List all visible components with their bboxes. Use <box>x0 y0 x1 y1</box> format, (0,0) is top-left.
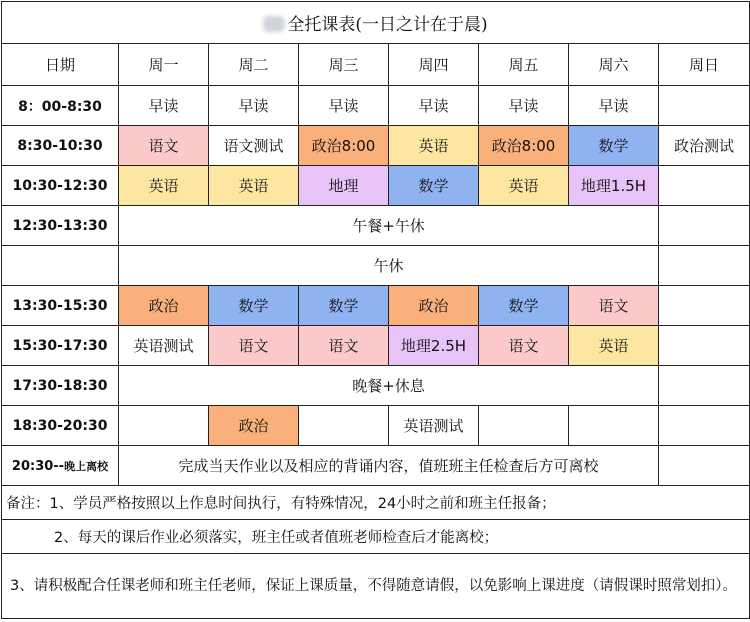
schedule-cell: 英语 <box>389 126 479 166</box>
schedule-cell <box>659 326 750 366</box>
note-1: 备注：1、学员严格按照以上作息时间执行，有特殊情况，24小时之前和班主任报备； <box>2 486 750 520</box>
table-row <box>2 406 750 446</box>
schedule-table <box>1 1 750 619</box>
table-row <box>2 126 750 166</box>
schedule-cell <box>659 206 750 246</box>
time-slot: 13:30-15:30 <box>2 286 119 326</box>
time-slot: 17:30-18:30 <box>2 366 119 406</box>
header-thu: 周四 <box>389 44 479 86</box>
schedule-cell <box>659 366 750 406</box>
evening-task-cell: 完成当天作业以及相应的背诵内容，值班班主任检查后方可离校 <box>119 446 659 486</box>
time-slot-note: 晚上离校 <box>64 459 109 473</box>
schedule-cell: 语文 <box>569 286 659 326</box>
schedule-cell: 地理1.5H <box>569 166 659 206</box>
time-slot: 10:30-12:30 <box>2 166 119 206</box>
time-slot: 18:30-20:30 <box>2 406 119 446</box>
nap-cell: 午休 <box>119 246 659 286</box>
schedule-cell: 政治8:00 <box>299 126 389 166</box>
schedule-cell: 早读 <box>299 86 389 126</box>
redacted-name-blur <box>263 16 285 32</box>
schedule-cell: 英语 <box>209 166 299 206</box>
schedule-cell: 早读 <box>479 86 569 126</box>
header-sun: 周日 <box>659 44 750 86</box>
schedule-cell: 政治 <box>209 406 299 446</box>
schedule-cell: 英语 <box>569 326 659 366</box>
schedule-cell: 英语 <box>479 166 569 206</box>
table-row <box>2 446 750 486</box>
header-row <box>2 44 750 86</box>
schedule-cell: 早读 <box>209 86 299 126</box>
table-row <box>2 166 750 206</box>
schedule-cell: 数学 <box>389 166 479 206</box>
time-slot: 15:30-17:30 <box>2 326 119 366</box>
schedule-cell <box>479 406 569 446</box>
note-3: 3、请积极配合任课老师和班主任老师，保证上课质量，不得随意请假，以免影响上课进度（请假课时照常划扣）。 <box>2 554 750 619</box>
schedule-title-text: 全托课表(一日之计在于晨) <box>287 15 488 35</box>
schedule-cell: 数学 <box>479 286 569 326</box>
note-2: 2、每天的课后作业必须落实，班主任或者值班老师检查后才能离校； <box>2 520 750 554</box>
header-fri: 周五 <box>479 44 569 86</box>
lunch-break-cell: 午餐+午休 <box>119 206 659 246</box>
schedule-cell: 英语测试 <box>389 406 479 446</box>
schedule-cell <box>299 406 389 446</box>
schedule-cell: 语文测试 <box>209 126 299 166</box>
schedule-cell: 政治 <box>389 286 479 326</box>
schedule-cell: 早读 <box>119 86 209 126</box>
schedule-cell <box>659 446 750 486</box>
dinner-break-cell: 晚餐+休息 <box>119 366 659 406</box>
schedule-cell: 语文 <box>299 326 389 366</box>
schedule-cell <box>659 246 750 286</box>
schedule-cell <box>569 406 659 446</box>
schedule-cell <box>119 406 209 446</box>
schedule-cell <box>659 406 750 446</box>
schedule-cell: 语文 <box>209 326 299 366</box>
table-row <box>2 246 750 286</box>
time-slot: 12:30-13:30 <box>2 206 119 246</box>
schedule-cell <box>659 286 750 326</box>
header-date: 日期 <box>2 44 119 86</box>
schedule-cell: 数学 <box>209 286 299 326</box>
schedule-cell: 政治 <box>119 286 209 326</box>
table-row <box>2 86 750 126</box>
schedule-cell: 早读 <box>389 86 479 126</box>
schedule-title <box>2 2 750 44</box>
time-slot <box>2 446 119 486</box>
schedule-cell: 语文 <box>119 126 209 166</box>
time-slot-start: 20:30-- <box>11 458 65 474</box>
time-slot: 8：00-8:30 <box>2 86 119 126</box>
header-tue: 周二 <box>209 44 299 86</box>
schedule-cell: 政治8:00 <box>479 126 569 166</box>
time-slot: 8:30-10:30 <box>2 126 119 166</box>
time-slot <box>2 246 119 286</box>
table-row <box>2 326 750 366</box>
header-mon: 周一 <box>119 44 209 86</box>
schedule-cell: 英语测试 <box>119 326 209 366</box>
schedule-cell: 数学 <box>569 126 659 166</box>
schedule-cell <box>659 166 750 206</box>
header-sat: 周六 <box>569 44 659 86</box>
schedule-cell: 早读 <box>569 86 659 126</box>
header-wed: 周三 <box>299 44 389 86</box>
table-row <box>2 366 750 406</box>
schedule-cell: 政治测试 <box>659 126 750 166</box>
schedule-cell: 英语 <box>119 166 209 206</box>
schedule-cell: 数学 <box>299 286 389 326</box>
schedule-cell: 地理2.5H <box>389 326 479 366</box>
table-row <box>2 286 750 326</box>
schedule-cell: 地理 <box>299 166 389 206</box>
schedule-cell: 语文 <box>479 326 569 366</box>
table-row <box>2 206 750 246</box>
schedule-cell <box>659 86 750 126</box>
